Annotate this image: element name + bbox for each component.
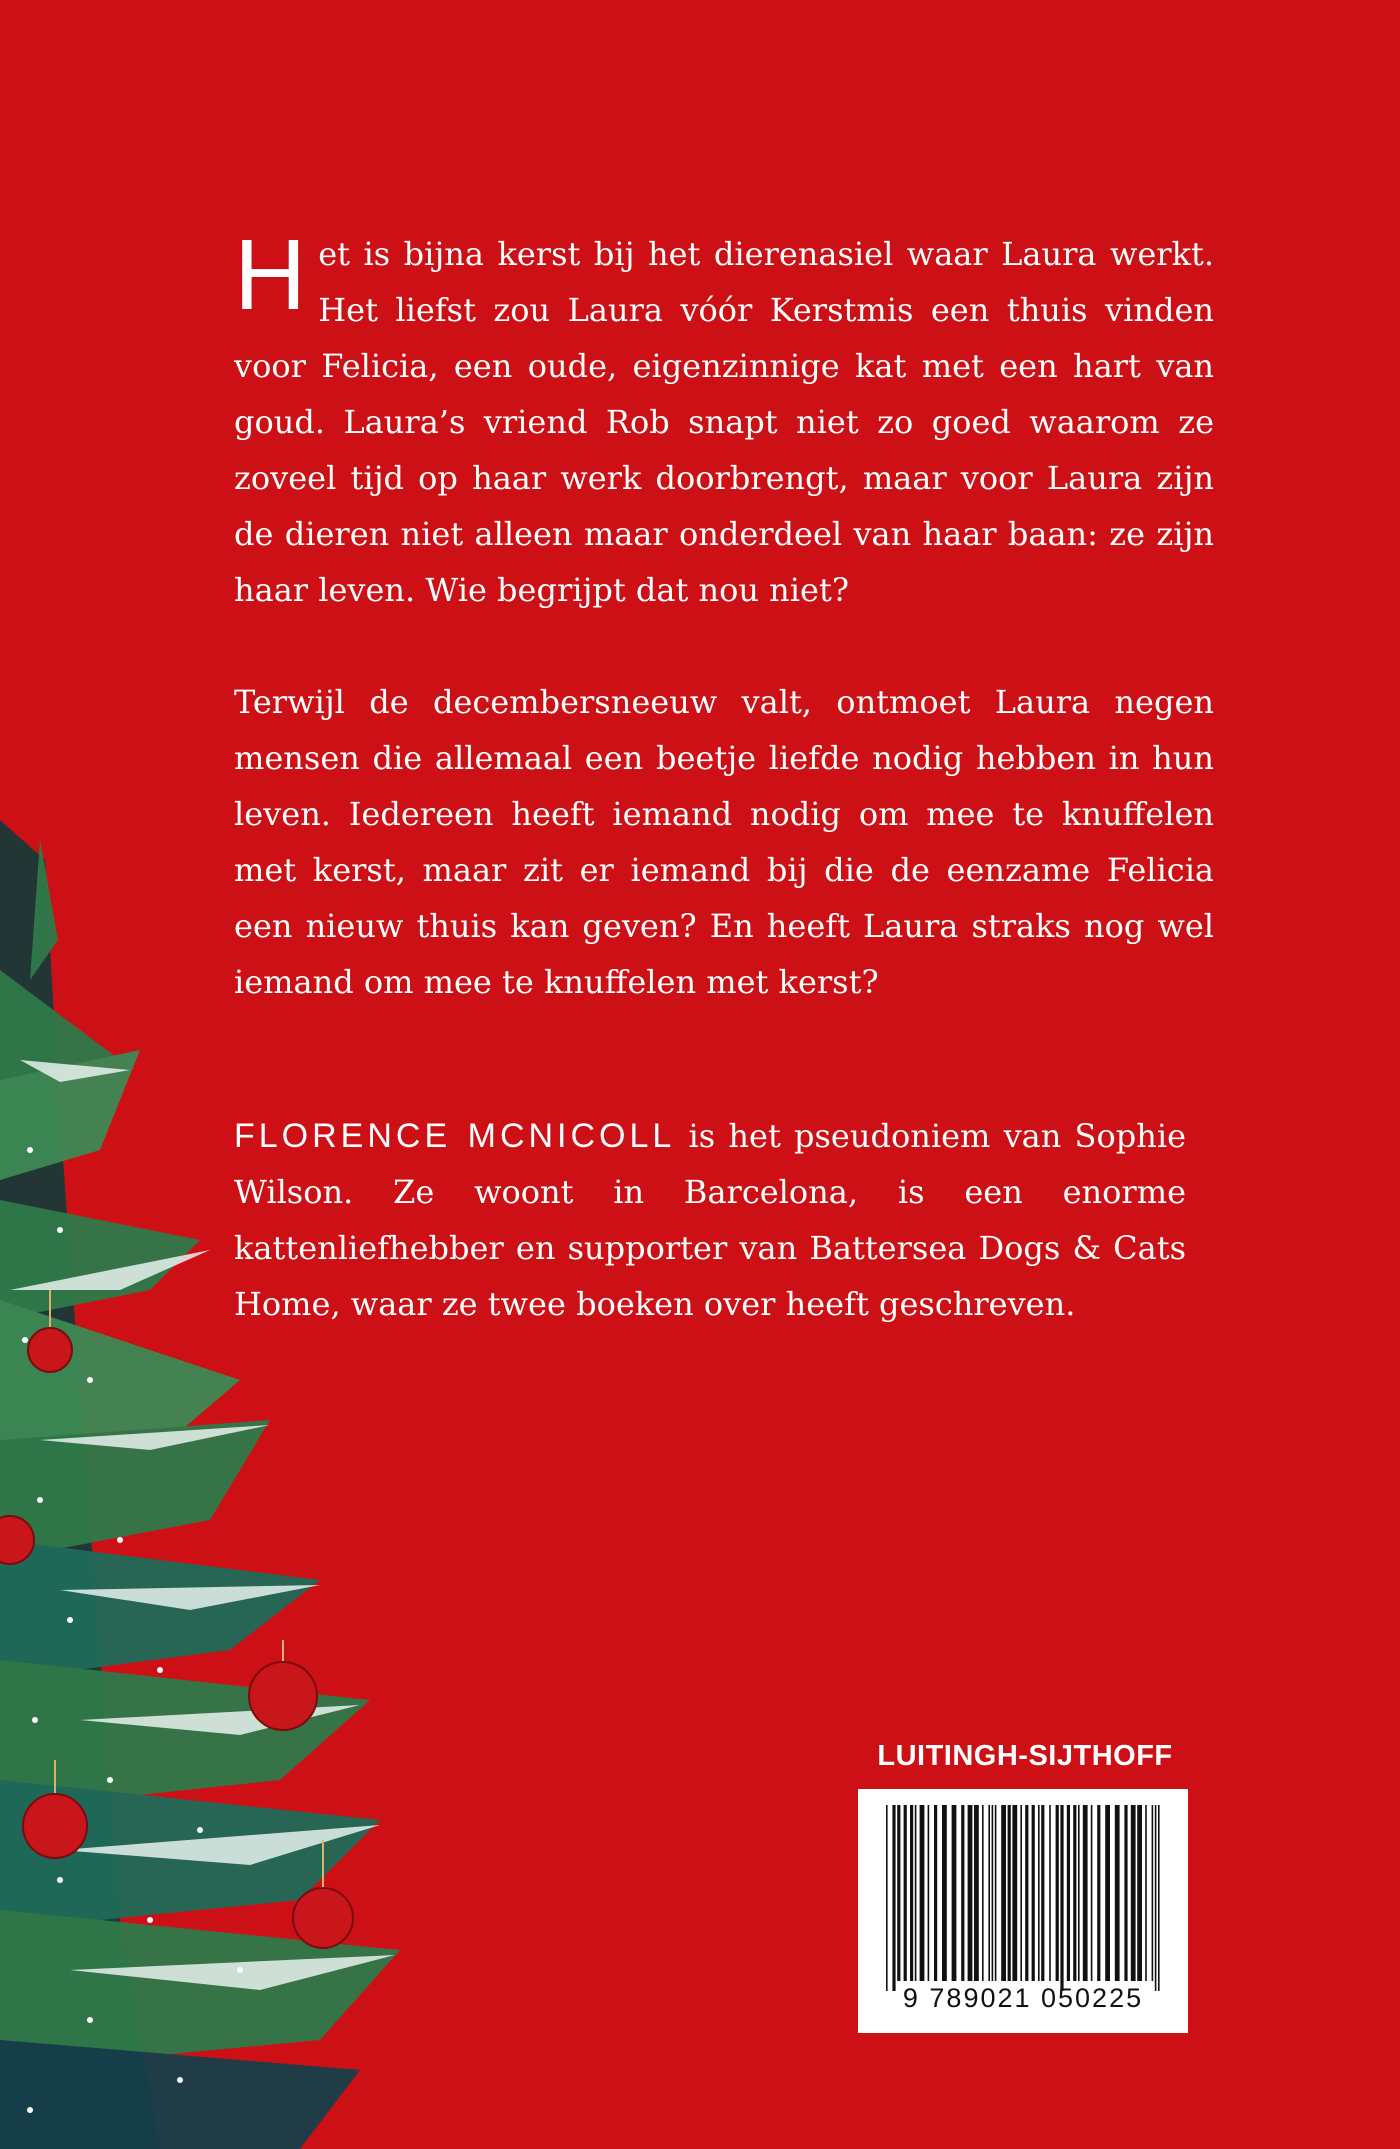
isbn-number: 9 789021 050225: [902, 1983, 1144, 2013]
barcode-bar: [982, 1805, 984, 1981]
barcode-bar: [892, 1805, 895, 1991]
barcode-bar: [928, 1805, 930, 1981]
author-name: FLORENCE MCNICOLL: [234, 1117, 676, 1155]
barcode-bar: [1124, 1805, 1127, 1981]
drop-cap: H: [234, 219, 307, 331]
barcode-bar: [910, 1805, 913, 1981]
barcode-bar: [968, 1805, 973, 1981]
publisher-name: LUITINGH-SIJTHOFF: [877, 1740, 1173, 1772]
author-bio: [234, 1108, 1186, 1332]
blurb-paragraph-2: Terwijl de decembersneeuw valt, ontmoet Laura negen mensen die allemaal een beetje liefde nodig hebben in hun leven. Iedereen heeft iemand nodig om mee te knuffelen met kerst, maar zit er iemand bij die de eenzame Felicia een nieuw thuis kan geven? En heeft Laura straks nog wel iemand om mee te knuffelen met kerst?: [234, 683, 1214, 1001]
author-bio-text: is het pseudoniem van Sophie Wilson. Ze woont in Barcelona, is een enorme kattenliefhebber en supporter van Battersea Dogs & Cats Home, waar ze twee boeken over heeft geschreven.: [234, 1117, 1187, 1323]
barcode-bar: [1145, 1805, 1147, 1981]
barcode-bar: [934, 1805, 937, 1981]
barcode-bar: [1073, 1805, 1076, 1981]
barcode-bar: [1025, 1805, 1028, 1981]
barcode-bar: [1032, 1805, 1035, 1981]
barcode-bar: [961, 1805, 964, 1981]
barcode-bar: [1137, 1805, 1142, 1981]
barcode-bar: [1056, 1805, 1059, 1981]
barcode-bar: [974, 1805, 979, 1981]
barcode-bar: [1041, 1805, 1044, 1981]
barcode-bar: [1012, 1805, 1017, 1981]
barcode-bar: [1131, 1805, 1136, 1981]
barcode-bar: [1001, 1805, 1006, 1981]
barcode-bar: [988, 1805, 990, 1981]
barcode-bar: [904, 1805, 907, 1981]
barcode-bar: [1158, 1805, 1160, 1991]
barcode-bar: [1060, 1805, 1063, 1991]
barcode-bar: [1155, 1805, 1157, 1991]
barcode-bar: [920, 1805, 925, 1981]
barcode-bar: [1091, 1805, 1093, 1981]
blurb-paragraph-1: [234, 219, 1214, 618]
christmas-tree-icon: [0, 820, 420, 2149]
barcode-bar: [915, 1805, 917, 1981]
barcode-bar: [897, 1805, 900, 1981]
barcode-bar: [1105, 1805, 1110, 1981]
barcode-bar: [1115, 1805, 1120, 1981]
barcode-bar: [1083, 1805, 1088, 1981]
barcode-bar: [1038, 1805, 1040, 1981]
barcode: [858, 1789, 1188, 2033]
barcode-bar: [1020, 1805, 1022, 1981]
barcode-bar: [1008, 1805, 1011, 1981]
barcode-bar: [952, 1805, 957, 1981]
barcode-bar: [1049, 1805, 1051, 1981]
blurb-paragraph-1-text: et is bijna kerst bij het dierenasiel waar Laura werkt. Het liefst zou Laura vóór Kerstmis een thuis vinden voor Felicia, een oude, eigenzinnige kat met een hart van goud. Laura’s vriend Rob snapt niet zo goed waarom ze zoveel tijd op haar werk doorbrengt, maar voor Laura zijn de dieren niet alleen maar onderdeel van haar baan: ze zijn haar leven. Wie begrijpt dat nou niet?: [234, 235, 1214, 609]
barcode-bar: [995, 1805, 997, 1981]
barcode-bar: [886, 1805, 888, 1991]
barcode-bar: [942, 1805, 947, 1981]
barcode-bar: [1078, 1805, 1080, 1981]
barcode-bar: [992, 1805, 994, 1981]
barcode-bar: [1152, 1805, 1154, 1981]
barcode-bar: [1097, 1805, 1100, 1981]
barcode-bar: [1067, 1805, 1070, 1981]
